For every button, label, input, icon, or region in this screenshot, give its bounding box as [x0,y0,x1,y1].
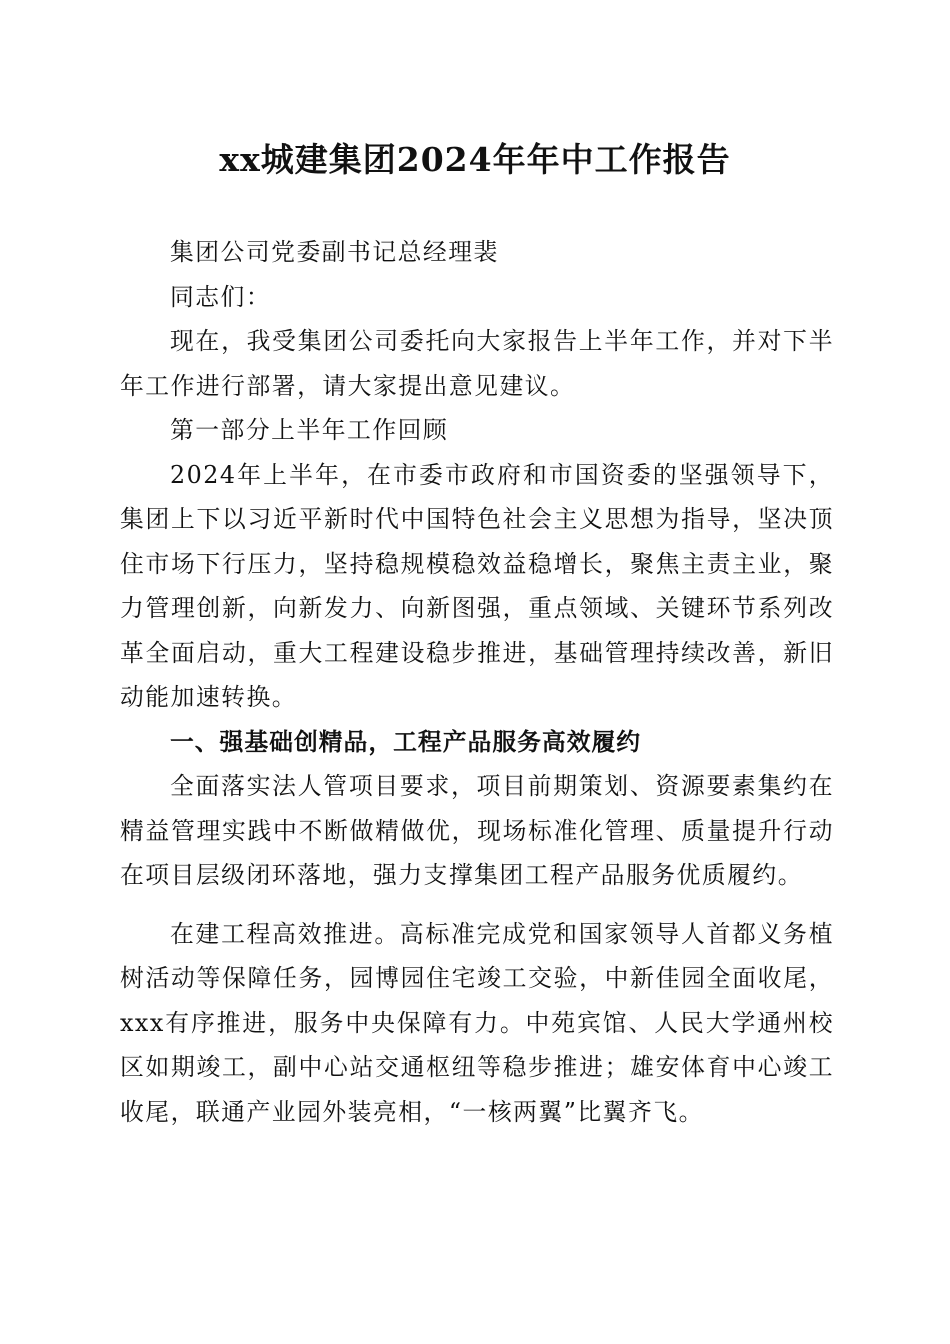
author-line: 集团公司党委副书记总经理裴 [169,238,499,266]
overview-paragraph: 2024年上半年，在市委市政府和市国资委的坚强领导下，集团上下以习近平新时代中国特色社会主义思想为指导，坚决顶住市场下行压力，坚持稳规模稳效益稳增长，聚焦主责主业，聚力管理创新，向新发力、向新图强，重点领域、关键环节系列改革全面启动，重大工程建设稳步推进，基础管理持续改善，新旧动能加速转换。 [120,460,834,711]
salutation: 同志们： [169,282,272,311]
section-one-heading: 一、强基础创精品，工程产品服务高效履约 [169,727,642,756]
projects-paragraph: 在建工程高效推进。高标准完成党和国家领导人首都义务植树活动等保障任务，园博园住宅竣工交验，中新佳园全面收尾，xxx有序推进，服务中央保障有力。中苑宾馆、人民大学通州校区如期竣工，副中心站交通枢纽等稳步推进；雄安体育中心竣工收尾，联通产业园外装亮相，“一核两翼”比翼齐飞。 [120,919,834,1126]
document-body [120,230,834,1134]
document-title: xx城建集团2024年年中工作报告 [219,140,731,179]
paragraph-gap [120,898,834,912]
part-one-heading: 第一部分上半年工作回顾 [169,416,449,444]
section-one-paragraph: 全面落实法人管项目要求，项目前期策划、资源要素集约在精益管理实践中不断做精做优，现场标准化管理、质量提升行动在项目层级闭环落地，强力支撑集团工程产品服务优质履约。 [120,772,834,889]
intro-paragraph: 现在，我受集团公司委托向大家报告上半年工作，并对下半年工作进行部署，请大家提出意见建议。 [120,327,834,400]
